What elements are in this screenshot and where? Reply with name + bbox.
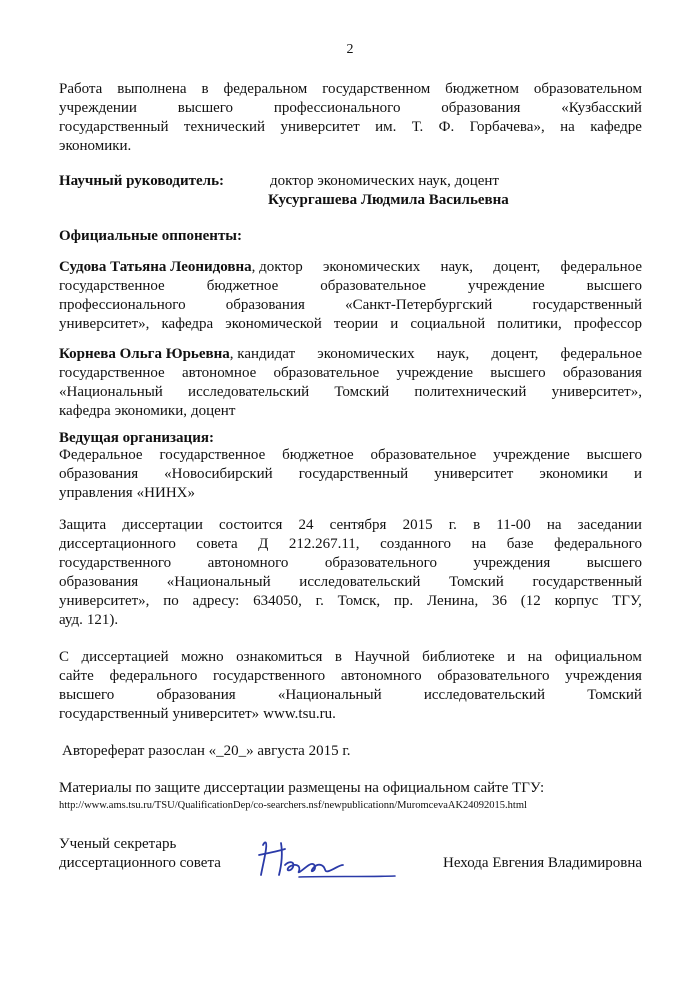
defense-line: Защита диссертации состоится 24 сентября 2015 г. в 11-00 на заседании — [59, 517, 642, 533]
opponent-line: кафедра экономики, доцент — [59, 403, 236, 419]
lead-org-paragraph — [59, 446, 642, 503]
opponent-line: Судова Татьяна Леонидовна, доктор экономических наук, доцент, федеральное — [59, 259, 642, 275]
abstract-sent-day: _20_ — [216, 743, 247, 759]
opponent-line: государственное автономное образовательное учреждение высшего образования — [59, 365, 642, 381]
signature-image — [255, 835, 405, 883]
opponent-line: «Национальный исследовательский Томский политехнический университет», — [59, 384, 642, 400]
secretary-block — [59, 835, 642, 885]
abstract-sent-line: Автореферат разослан «_20_» августа 2015 г. — [62, 743, 351, 759]
intro-line: экономики. — [59, 138, 132, 154]
opponent-2-name: Корнева Ольга Юрьевна — [59, 346, 230, 362]
intro-line: государственный технический университет им. Т. Ф. Горбачева», на кафедре — [59, 119, 642, 135]
library-line: высшего образования «Национальный исследовательский Томский — [59, 687, 642, 703]
opponent-1-paragraph — [59, 258, 642, 334]
library-line: государственный университет» www.tsu.ru. — [59, 706, 336, 722]
defense-paragraph — [59, 516, 642, 630]
lead-org-line: Федеральное государственное бюджетное образовательное учреждение высшего — [59, 447, 642, 463]
lead-org-heading: Ведущая организация: — [59, 430, 214, 446]
intro-paragraph — [59, 80, 642, 156]
defense-line: государственного автономного образовательного учреждения высшего — [59, 555, 642, 571]
page-number: 2 — [346, 42, 354, 57]
library-line: сайте федерального государственного автономного образовательного учреждения — [59, 668, 642, 684]
defense-line: диссертационного совета Д 212.267.11, созданного на базе федерального — [59, 536, 642, 552]
defense-line: образования «Национальный исследовательский Томский государственный — [59, 574, 642, 590]
opponent-line: профессионального образования «Санкт-Петербургский государственный — [59, 297, 642, 313]
defense-line: университет», по адресу: 634050, г. Томск, пр. Ленина, 36 (12 корпус ТГУ, — [59, 593, 642, 609]
opponent-line: государственное бюджетное образовательное учреждение высшего — [59, 278, 642, 294]
materials-url[interactable]: http://www.ams.tsu.ru/TSU/QualificationDep/co-searchers.nsf/newpublicationn/MuromcevaAK24092015.html — [59, 800, 527, 811]
supervisor-degree: доктор экономических наук, доцент — [270, 173, 499, 189]
opponent-2-paragraph — [59, 345, 642, 421]
opponent-line: Корнева Ольга Юрьевна, кандидат экономических наук, доцент, федеральное — [59, 346, 642, 362]
supervisor-label: Научный руководитель: — [59, 173, 224, 189]
lead-org-line: управления «НИНХ» — [59, 485, 196, 501]
supervisor-name: Кусургашева Людмила Васильевна — [268, 192, 509, 208]
opponent-1-name: Судова Татьяна Леонидовна — [59, 259, 252, 275]
intro-line: Работа выполнена в федеральном государственном бюджетном образовательном — [59, 81, 642, 97]
defense-line: ауд. 121). — [59, 612, 119, 628]
materials-text: Материалы по защите диссертации размещены на официальном сайте ТГУ: — [59, 780, 545, 796]
secretary-title: Ученый секретарь диссертационного совета — [59, 836, 221, 871]
library-paragraph — [59, 648, 642, 724]
intro-line: учреждении высшего профессионального образования «Кузбасский — [59, 100, 642, 116]
secretary-name: Нехода Евгения Владимировна — [443, 855, 642, 871]
library-line: С диссертацией можно ознакомиться в Научной библиотеке и на официальном — [59, 649, 642, 665]
opponent-line: университет», кафедра экономической теории и социальной политики, профессор — [59, 316, 642, 332]
opponents-heading: Официальные оппоненты: — [59, 228, 243, 244]
lead-org-line: образования «Новосибирский государственный университет экономики и — [59, 466, 642, 482]
